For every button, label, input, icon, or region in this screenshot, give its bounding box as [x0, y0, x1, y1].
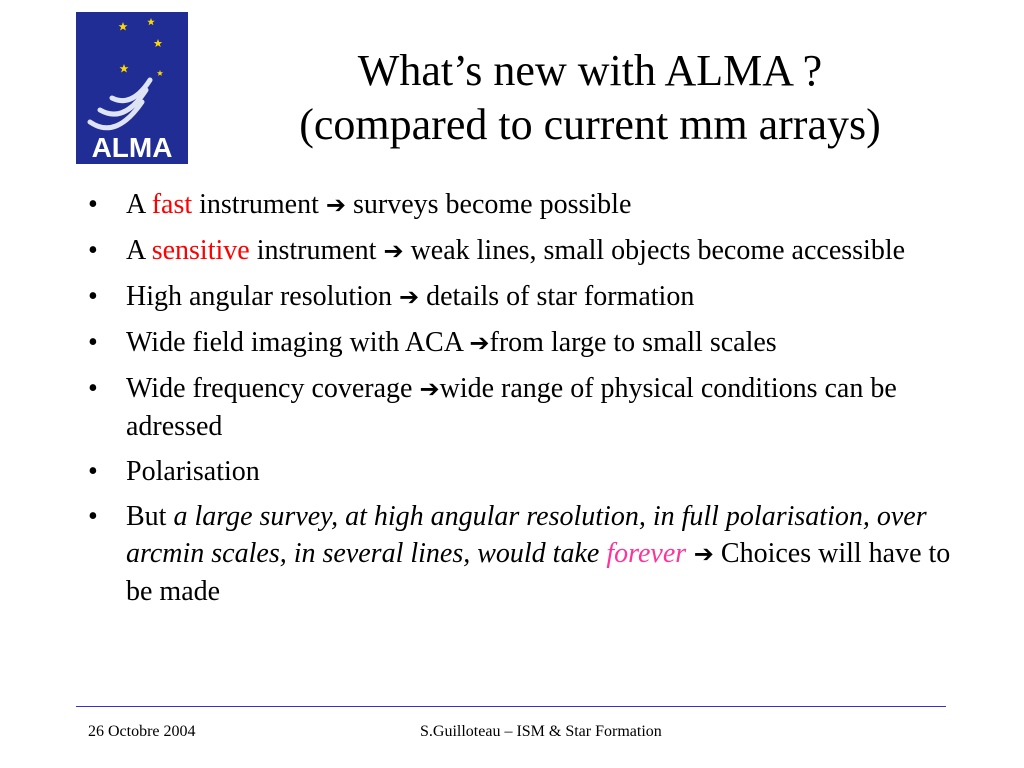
bullet-list	[88, 186, 968, 618]
arrow-icon: ➔	[693, 540, 714, 568]
bullet-item: • A fast instrument ➔ surveys become possible	[88, 186, 968, 224]
arrow-icon: ➔	[398, 283, 420, 311]
bullet-item: • Wide field imaging with ACA ➔from large to small scales	[88, 324, 968, 362]
footer-rule	[76, 706, 946, 707]
title-line-1: What’s new with ALMA ?	[357, 46, 823, 95]
bullet-item: • A sensitive instrument ➔ weak lines, small objects become accessible	[88, 232, 968, 270]
bullet-item: • High angular resolution ➔ details of star formation	[88, 278, 968, 316]
italic-text: a large survey, at high angular resolution, in full polarisation, over arcmin scales, in several lines, would take	[126, 501, 927, 569]
alma-logo	[76, 12, 188, 164]
arrow-icon: ➔	[469, 329, 490, 357]
footer-author: S.Guilloteau – ISM & Star Formation	[420, 723, 662, 740]
highlight-word: forever	[606, 538, 687, 569]
highlight-word: fast	[151, 189, 193, 220]
footer-date: 26 Octobre 2004	[88, 723, 196, 740]
bullet-item: • But a large survey, at high angular resolution, in full polarisation, over arcmin scales, in several lines, would take forever ➔ Choices will have to be made	[88, 498, 968, 610]
title-line-2: (compared to current mm arrays)	[299, 100, 881, 149]
highlight-word: sensitive	[151, 235, 250, 266]
arrow-icon: ➔	[383, 237, 404, 265]
arrow-icon: ➔	[325, 191, 346, 219]
arrow-icon: ➔	[419, 375, 440, 403]
bullet-item: • Polarisation	[88, 453, 968, 490]
logo-text: ALMA	[91, 132, 173, 163]
slide-title	[200, 44, 980, 152]
bullet-item: • Wide frequency coverage ➔wide range of physical conditions can be adressed	[88, 370, 968, 445]
